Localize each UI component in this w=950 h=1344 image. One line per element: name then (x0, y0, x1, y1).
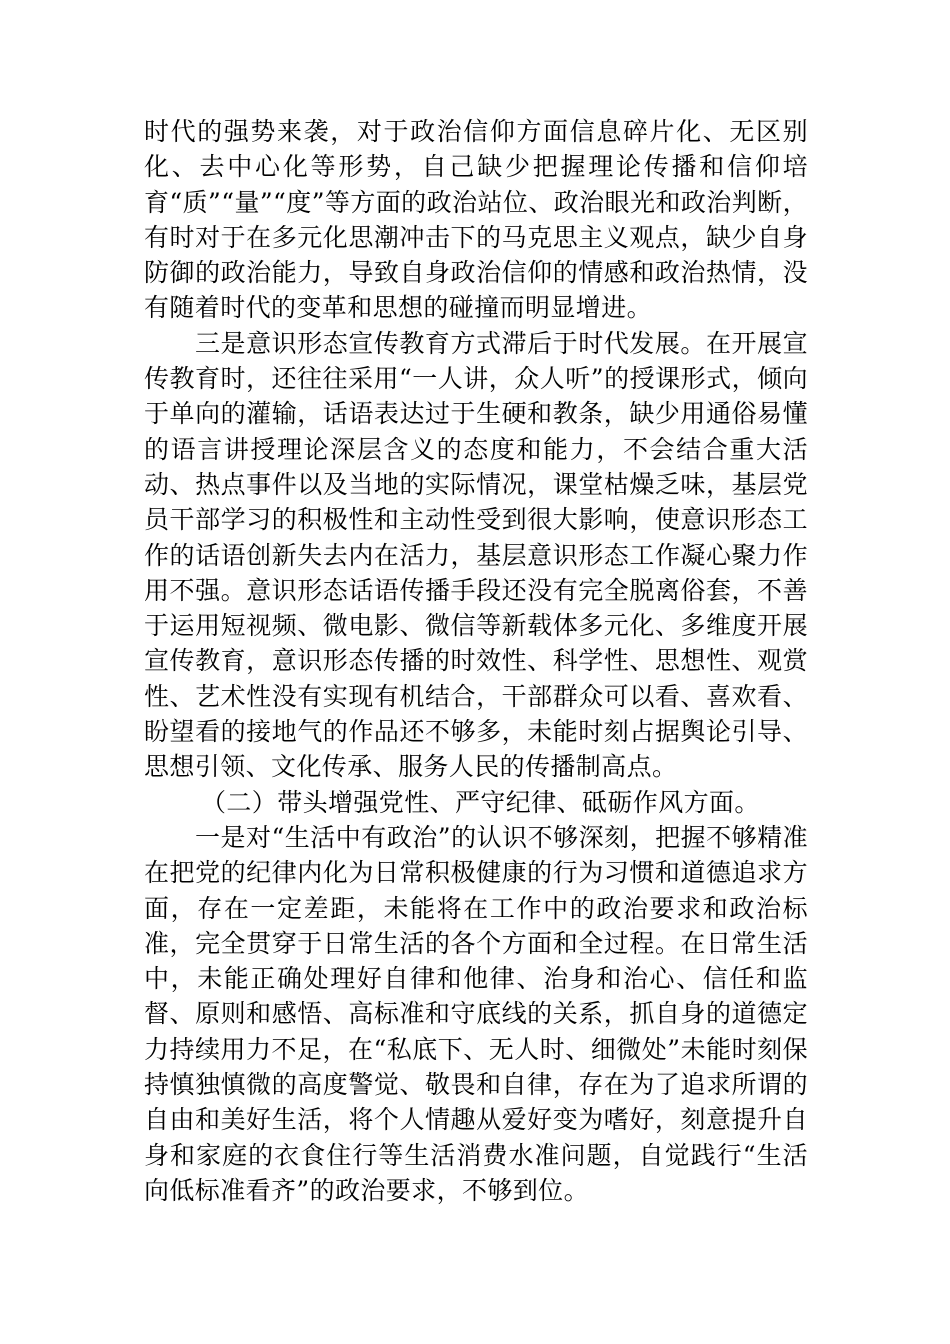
paragraph-ideology-education: 三是意识形态宣传教育方式滞后于时代发展。在开展宣传教育时，还往往采用“一人讲，众人听”的授课形式，倾向于单向的灌输，话语表达过于生硬和教条，缺少用通俗易懂的语言讲授理论深层含义的态度和能力，不会结合重大活动、热点事件以及当地的实际情况，课堂枯燥乏味，基层党员干部学习的积极性和主动性受到很大影响，使意识形态工作的话语创新失去内在活力，基层意识形态工作凝心聚力作用不强。意识形态话语传播手段还没有完全脱离俗套，不善于运用短视频、微电影、微信等新载体多元化、多维度开展宣传教育，意识形态传播的时效性、科学性、思想性、观赏性、艺术性没有实现有机结合，干部群众可以看、喜欢看、盼望看的接地气的作品还不够多，未能时刻占据舆论引导、思想引领、文化传承、服务人民的传播制高点。 (144, 328, 808, 782)
section-heading-party-discipline: （二）带头增强党性、严守纪律、砥砺作风方面。 (201, 787, 760, 817)
paragraph-political-belief-continuation: 时代的强势来袭，对于政治信仰方面信息碎片化、无区别化、去中心化等形势，自己缺少把握理论传播和信仰培育“质”“量”“度”等方面的政治站位、政治眼光和政治判断，有时对于在多元化思潮冲击下的马克思主义观点，缺少自身防御的政治能力，导致自身政治信仰的情感和政治热情，没有随着时代的变革和思想的碰撞而明显增进。 (144, 117, 808, 323)
document-page (144, 114, 808, 1208)
paragraph-politics-in-life: 一是对“生活中有政治”的认识不够深刻，把握不够精准在把党的纪律内化为日常积极健康的行为习惯和道德追求方面，存在一定差距，未能将在工作中的政治要求和政治标准，完全贯穿于日常生活的各个方面和全过程。在日常生活中，未能正确处理好自律和他律、治身和治心、信任和监督、原则和感悟、高标准和守底线的关系，抓自身的道德定力持续用力不足，在“私底下、无人时、细微处”未能时刻保持慎独慎微的高度警觉、敬畏和自律，存在为了追求所谓的自由和美好生活，将个人情趣从爱好变为嗜好，刻意提升自身和家庭的衣食住行等生活消费水准问题，自觉践行“生活向低标准看齐”的政治要求，不够到位。 (144, 822, 808, 1205)
